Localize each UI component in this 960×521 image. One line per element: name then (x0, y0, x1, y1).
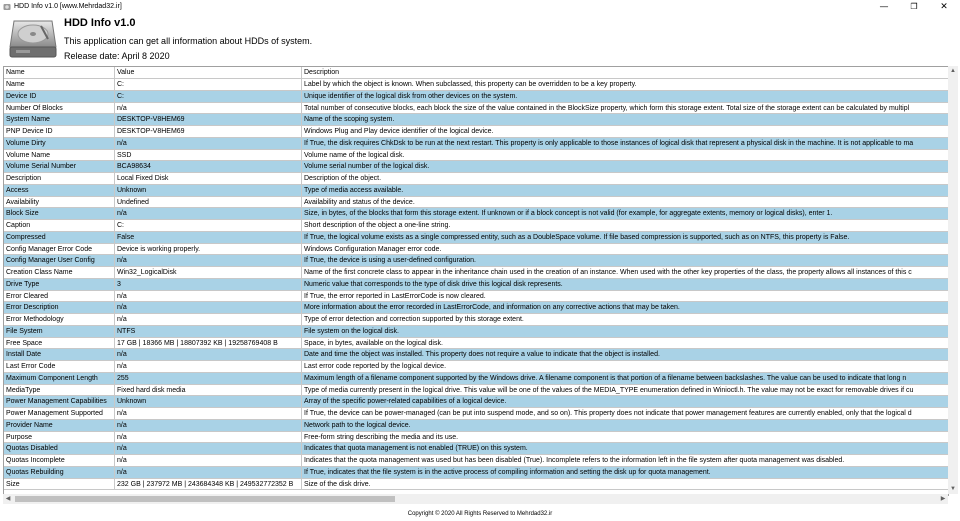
cell-name[interactable]: PNP Device ID (4, 126, 115, 137)
cell-description[interactable]: Maximum length of a filename component supported by the Windows drive. A filename component is that portion of a filename between backslashes. The value can be used to indicate that long n (304, 374, 907, 382)
cell-description[interactable]: Label by which the object is known. When subclassed, this property can be overridden to be a key property. (304, 81, 637, 88)
cell-name[interactable]: Availability (4, 197, 115, 208)
cell-name[interactable]: Volume Dirty (4, 138, 115, 149)
cell-name[interactable]: Caption (4, 220, 115, 231)
table-row[interactable] (4, 208, 948, 220)
cell-description[interactable]: If True, the disk requires ChkDsk to be run at the next restart. This property is only applicable to those instances of logical disk that represent a physical disk in the machine. It is not applicable to ma (304, 139, 914, 147)
cell-name[interactable]: Compressed (4, 232, 115, 243)
cell-value[interactable]: n/a (115, 302, 302, 313)
cell-name[interactable]: Number Of Blocks (4, 103, 115, 114)
cell-value[interactable]: 3 (115, 279, 302, 290)
cell-description[interactable]: Volume serial number of the logical disk. (304, 163, 430, 171)
cell-value[interactable]: n/a (115, 455, 302, 466)
column-header-value[interactable]: Value (115, 67, 302, 78)
table-row[interactable] (4, 326, 948, 338)
table-row[interactable] (4, 161, 948, 173)
cell-description[interactable]: Size of the disk drive. (304, 480, 371, 488)
app-description: This application can get all information about HDDs of system. (64, 36, 313, 46)
cell-description[interactable]: Network path to the logical device. (304, 421, 411, 429)
cell-name[interactable]: Config Manager User Config (4, 255, 115, 266)
cell-value[interactable]: Undefined (115, 197, 302, 208)
cell-value[interactable]: n/a (115, 314, 302, 325)
vertical-scrollbar[interactable] (948, 66, 958, 494)
column-header-description[interactable]: Description (304, 69, 340, 76)
cell-value[interactable]: BCA98634 (115, 161, 302, 172)
cell-description[interactable]: More information about the error recorded in LastErrorCode, and information on any corrective actions that may be taken. (304, 304, 680, 312)
cell-description[interactable]: Volume name of the logical disk. (304, 151, 405, 159)
table-row[interactable] (4, 385, 948, 397)
app-header (0, 14, 960, 66)
table-row[interactable] (4, 455, 948, 467)
cell-value[interactable]: Fixed hard disk media (115, 385, 302, 396)
table-row[interactable] (4, 314, 948, 326)
cell-value[interactable]: Win32_LogicalDisk (115, 267, 302, 278)
cell-value[interactable]: C: (115, 91, 302, 102)
cell-value[interactable]: 17 GB | 18366 MB | 18807392 KB | 19258769408 B (115, 338, 302, 349)
table-row[interactable] (4, 79, 948, 91)
table-row[interactable] (4, 396, 948, 408)
cell-description[interactable]: Unique identifier of the logical disk from other devices on the system. (304, 92, 518, 100)
table-row[interactable] (4, 349, 948, 361)
cell-value[interactable]: n/a (115, 443, 302, 454)
cell-description[interactable]: Description of the object. (304, 175, 382, 182)
table-row[interactable] (4, 185, 948, 197)
cell-name[interactable]: Size (4, 479, 115, 490)
table-row[interactable] (4, 279, 948, 291)
cell-description[interactable]: If True, the device can be power-managed (can be put into suspend mode, and so on). This property does not indicate that power management features are currently enabled, only that the logical d (304, 410, 912, 417)
cell-description[interactable]: Short description of the object a one-line string. (304, 222, 451, 229)
cell-value[interactable]: n/a (115, 255, 302, 266)
table-row[interactable] (4, 232, 948, 244)
app-name: HDD Info v1.0 (64, 17, 136, 29)
table-row[interactable] (4, 432, 948, 444)
scroll-right-icon[interactable]: ▶ (940, 496, 946, 502)
cell-value[interactable]: NTFS (115, 326, 302, 337)
cell-description[interactable]: Type of media access available. (304, 186, 404, 194)
cell-name[interactable]: Maximum Component Length (4, 373, 115, 384)
grid-header-row (4, 67, 948, 79)
cell-description[interactable]: Indicates that quota management is not enabled (TRUE) on this system. (304, 445, 528, 453)
info-grid[interactable] (3, 66, 949, 496)
cell-name[interactable]: Config Manager Error Code (4, 244, 115, 255)
cell-name[interactable]: MediaType (4, 385, 115, 396)
cell-name[interactable]: Quotas Disabled (4, 443, 115, 454)
cell-value[interactable]: DESKTOP-V8HEM69 (115, 114, 302, 125)
table-row[interactable] (4, 467, 948, 479)
cell-description[interactable]: Size, in bytes, of the blocks that form this storage extent. If unknown or if a block concept is not valid (for example, for aggregate extents, memory or logical disks), enter 1. (304, 210, 833, 218)
table-row[interactable] (4, 220, 948, 232)
cell-value[interactable]: False (115, 232, 302, 243)
table-row[interactable] (4, 443, 948, 455)
table-row[interactable] (4, 267, 948, 279)
cell-value[interactable]: n/a (115, 420, 302, 431)
cell-description[interactable]: Numeric value that corresponds to the type of disk drive this logical disk represents. (304, 280, 563, 288)
cell-description[interactable]: File system on the logical disk. (304, 327, 399, 335)
scroll-up-icon[interactable]: ▲ (950, 68, 956, 74)
cell-description[interactable]: If True, the error reported in LastErrorCode is now cleared. (304, 292, 486, 300)
table-row[interactable] (4, 338, 948, 350)
cell-description[interactable]: Availability and status of the device. (304, 198, 415, 206)
cell-value[interactable]: 232 GB | 237972 MB | 243684348 KB | 249532772352 B (115, 479, 302, 490)
table-row[interactable] (4, 103, 948, 115)
cell-name[interactable]: Error Description (4, 302, 115, 313)
cell-name[interactable]: System Name (4, 114, 115, 125)
table-row[interactable] (4, 408, 948, 420)
cell-name[interactable]: Error Cleared (4, 291, 115, 302)
cell-value[interactable]: n/a (115, 432, 302, 443)
cell-description[interactable]: Space, in bytes, available on the logical disk. (304, 339, 443, 347)
cell-value[interactable]: n/a (115, 208, 302, 219)
table-row[interactable] (4, 361, 948, 373)
cell-name[interactable]: Provider Name (4, 420, 115, 431)
table-row[interactable] (4, 244, 948, 256)
table-row[interactable] (4, 373, 948, 385)
cell-value[interactable]: n/a (115, 349, 302, 360)
cell-description[interactable]: Windows Configuration Manager error code. (304, 245, 442, 253)
release-date: Release date: April 8 2020 (64, 51, 170, 61)
horizontal-scroll-thumb[interactable] (15, 496, 395, 502)
table-row[interactable] (4, 291, 948, 303)
horizontal-scrollbar[interactable] (3, 494, 948, 504)
cell-value[interactable]: SSD (115, 150, 302, 161)
table-row[interactable] (4, 91, 948, 103)
cell-value[interactable]: n/a (115, 361, 302, 372)
cell-description[interactable]: Name of the first concrete class to appear in the inheritance chain used in the creation of an instance. When used with the other key properties of the class, the property allows all instances of this c (304, 269, 912, 276)
app-icon (3, 3, 11, 11)
cell-description[interactable]: Date and time the object was installed. This property does not require a value to indicate that the object is installed. (304, 351, 660, 359)
cell-name[interactable]: Power Management Supported (4, 408, 115, 419)
cell-value[interactable]: 255 (115, 373, 302, 384)
cell-name[interactable]: Volume Name (4, 150, 115, 161)
table-row[interactable] (4, 479, 948, 491)
close-button[interactable]: ✕ (940, 2, 948, 12)
cell-name[interactable]: Creation Class Name (4, 267, 115, 278)
title-bar (0, 0, 960, 14)
cell-description[interactable]: Windows Plug and Play device identifier of the logical device. (304, 128, 494, 135)
cell-name[interactable]: Quotas Incomplete (4, 455, 115, 466)
cell-name[interactable]: Name (4, 79, 115, 90)
cell-value[interactable]: n/a (115, 408, 302, 419)
grid-body (4, 79, 948, 490)
cell-name[interactable]: Description (4, 173, 115, 184)
table-row[interactable] (4, 114, 948, 126)
cell-name[interactable]: Error Methodology (4, 314, 115, 325)
table-row[interactable] (4, 138, 948, 150)
cell-description[interactable]: Name of the scoping system. (304, 116, 395, 124)
cell-description[interactable]: Total number of consecutive blocks, each block the size of the value contained in the BlockSize property, which form this storage extent. Total size of the storage extent can be calculated by multipl (304, 104, 910, 112)
window-title: HDD Info v1.0 [www.Mehrdad32.ir] (14, 3, 122, 10)
cell-name[interactable]: Power Management Capabilities (4, 396, 115, 407)
scroll-down-icon[interactable]: ▼ (950, 486, 956, 492)
cell-value[interactable]: Local Fixed Disk (115, 173, 302, 184)
cell-description[interactable]: Free-form string describing the media and its use. (304, 433, 459, 441)
minimize-button[interactable]: — (879, 2, 889, 12)
cell-description[interactable]: Last error code reported by the logical device. (304, 363, 447, 370)
cell-value[interactable]: n/a (115, 467, 302, 478)
cell-value[interactable]: Unknown (115, 396, 302, 407)
cell-name[interactable]: Block Size (4, 208, 115, 219)
cell-value[interactable]: DESKTOP-V8HEM69 (115, 126, 302, 137)
cell-description[interactable]: Array of the specific power-related capabilities of a logical device. (304, 398, 507, 406)
cell-name[interactable]: Volume Serial Number (4, 161, 115, 172)
cell-name[interactable]: Install Date (4, 349, 115, 360)
cell-value[interactable]: n/a (115, 138, 302, 149)
cell-description[interactable]: If True, the device is using a user-defined configuration. (304, 257, 476, 265)
table-row[interactable] (4, 197, 948, 209)
cell-name[interactable]: Drive Type (4, 279, 115, 290)
cell-value[interactable]: n/a (115, 103, 302, 114)
cell-name[interactable]: Access (4, 185, 115, 196)
cell-description[interactable]: Indicates that the quota management was used but has been disabled (True). Incomplete refers to the information left in the file system after quota management was disabled. (304, 457, 845, 464)
cell-value[interactable]: Device is working properly. (115, 244, 302, 255)
cell-value[interactable]: Unknown (115, 185, 302, 196)
table-row[interactable] (4, 173, 948, 185)
cell-name[interactable]: File System (4, 326, 115, 337)
cell-value[interactable]: n/a (115, 291, 302, 302)
cell-description[interactable]: Type of error detection and correction supported by this storage extent. (304, 316, 524, 323)
table-row[interactable] (4, 420, 948, 432)
cell-value[interactable]: C: (115, 220, 302, 231)
maximize-button[interactable]: ❐ (910, 2, 918, 11)
cell-description[interactable]: If True, indicates that the file system is in the active process of compiling information and setting the disk up for quota management. (304, 468, 711, 476)
copyright-footer: Copyright © 2020 All Rights Reserved to Mehrdad32.ir (407, 511, 553, 517)
table-row[interactable] (4, 150, 948, 162)
cell-name[interactable]: Purpose (4, 432, 115, 443)
cell-name[interactable]: Free Space (4, 338, 115, 349)
table-row[interactable] (4, 302, 948, 314)
hdd-icon (8, 17, 58, 61)
table-row[interactable] (4, 255, 948, 267)
cell-value[interactable]: C: (115, 79, 302, 90)
scroll-left-icon[interactable]: ◀ (5, 496, 11, 502)
cell-description[interactable]: Type of media currently present in the logical drive. This value will be one of the values of the MEDIA_TYPE enumeration defined in Winioctl.h. The value may not be exact for removable drives if cu (304, 386, 914, 394)
cell-name[interactable]: Last Error Code (4, 361, 115, 372)
column-header-name[interactable]: Name (4, 67, 115, 78)
cell-name[interactable]: Device ID (4, 91, 115, 102)
cell-name[interactable]: Quotas Rebuilding (4, 467, 115, 478)
cell-description[interactable]: If True, the logical volume exists as a single compressed entity, such as a DoubleSpace volume. If file based compression is supported, such as on NTFS, this property is False. (304, 233, 850, 241)
table-row[interactable] (4, 126, 948, 138)
